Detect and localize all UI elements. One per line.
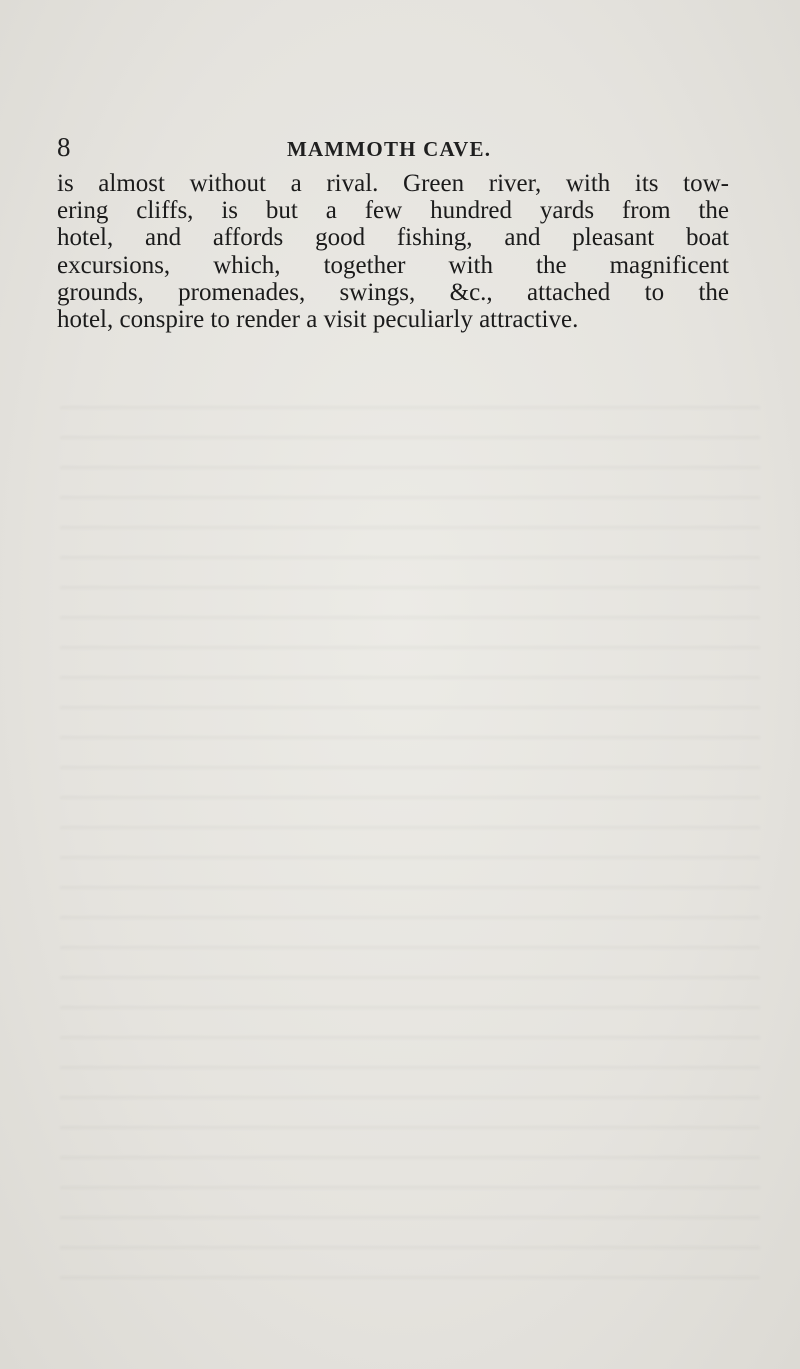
- body-paragraph: [57, 170, 729, 333]
- text-line: hotel, and affords good fishing, and pleasant boat: [57, 224, 729, 252]
- text-line: ering cliffs, is but a few hundred yards from the: [57, 197, 729, 225]
- running-head: MAMMOTH CAVE.: [287, 137, 492, 161]
- text-line: is almost without a rival. Green river, with its tow-: [57, 170, 729, 197]
- text-line: hotel, conspire to render a visit peculiarly attractive.: [57, 306, 579, 334]
- text-line: grounds, promenades, swings, &c., attached to the: [57, 278, 729, 306]
- text-line: excursions, which, together with the magnificent: [57, 251, 729, 279]
- page-header: [57, 132, 747, 162]
- show-through-text: [60, 380, 760, 1280]
- page-number: 8: [57, 132, 71, 162]
